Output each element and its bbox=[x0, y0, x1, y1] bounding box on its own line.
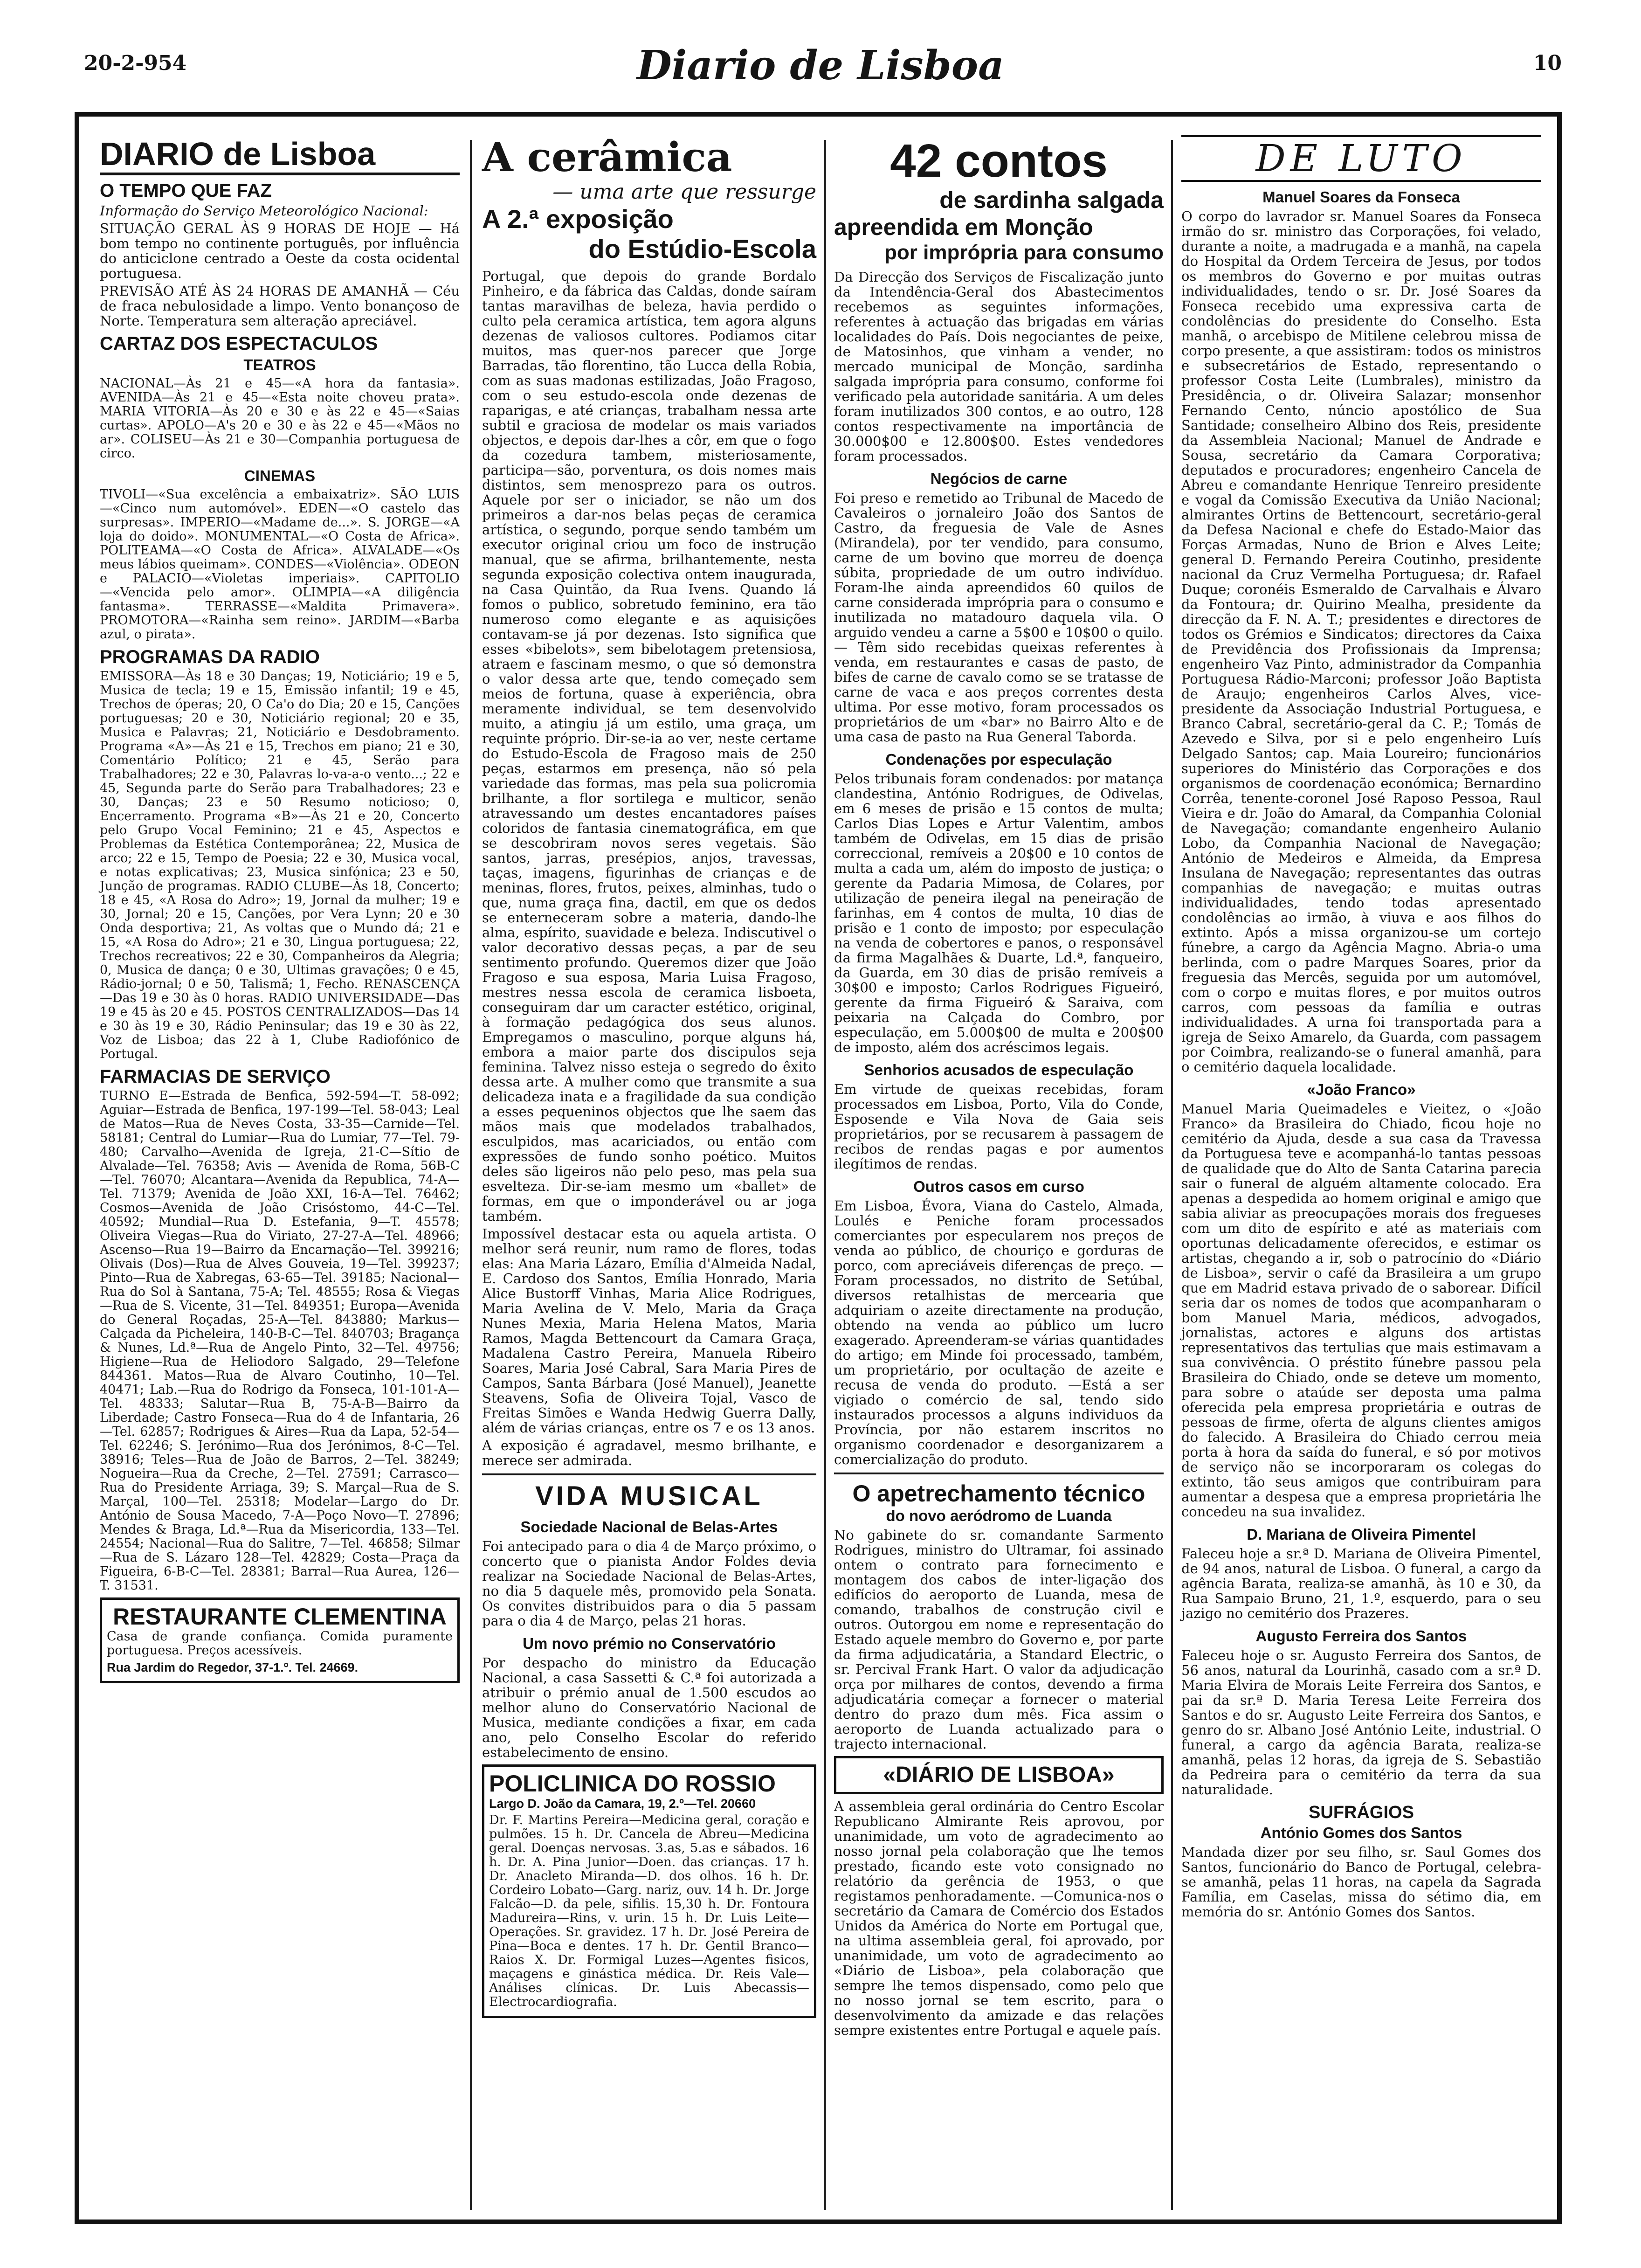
music-body: Foi antecipado para o dia 4 de Março próximo, o concerto que o pianista Andor Foldes devia realizar na Sociedade Nacional de Belas-Artes, no dia 5 daquele mês, promovido pela Sonata. Os convites distribuidos para o dia 5 passam para o dia 4 de Março, pelas 21 horas. bbox=[482, 1538, 816, 1629]
music-subtitle: Sociedade Nacional de Belas-Artes bbox=[520, 1518, 778, 1535]
article-body: Da Direcção dos Serviços de Fiscalização junto da Intendência-Geral dos Abastecimentos recebemos as seguintes informações, referentes à actuação das brigadas em várias localidades do País. Dois negociantes de peixe, de Matosinhos, que vinham a vender, no mercado municipal de Monção, sardinha salgada imprópria para consumo, conforme foi verificado pela autoridade sanitária. A um deles foram inutilizados 300 contos, e ao outro, 128 contos respectivamente na importância de 30.000$00 e 12.800$00. Estes vendedores foram processados. bbox=[834, 269, 1164, 464]
luanda-body: No gabinete do sr. comandante Sarmento Rodrigues, ministro do Ultramar, foi assinado ontem o contrato para fornecimento e montagem dos cabos de inter-ligação dos edifícios do aeroporto de Luanda, mesa de comando, trabalhos de construção civil e outros. Outorgou em nome e representação do Estado aquele membro do Governo e, por parte da firma adjudicatária, a Standard Electric, o sr. Percival Frank Hart. O valor da adjudicação orça por milhares de contos, devendo a firma adjudicatária começar a fornecer o material dentro do prazo dum mês. Fica assim o aeroporto de Luanda actualizado para o trajecto internacional. bbox=[834, 1527, 1164, 1752]
music-title: VIDA MUSICAL bbox=[535, 1481, 763, 1511]
clinic-address: Largo D. João da Camara, 19, 2.º—Tel. 20660 bbox=[489, 1797, 756, 1811]
luanda-title: O apetrechamento técnico bbox=[852, 1480, 1145, 1507]
obituary-body: Faleceu hoje a sr.ª D. Mariana de Oliveira Pimentel, de 94 anos, natural de Lisboa. O funeral, a cargo da agência Barata, realiza-se amanhã, às 10 e 30, da Rua Sampaio Bruno, 21, 1.º, esquerdo, para o seu jazigo no cemitério dos Prazeres. bbox=[1181, 1546, 1541, 1621]
restaurant-address: Rua Jardim do Regedor, 37-1.º. Tel. 24669. bbox=[107, 1660, 359, 1674]
convictions-body: Pelos tribunais foram condenados: por matança clandestina, António Rodrigues, de Odivelas, em 6 meses de prisão e 15 contos de multa; Carlos Dias Lopes e Artur Valentim, ambos também de Odivelas, em 15 dias de prisão correccional, remíveis a 20$00 e 10 contos de multa a cada um, além do imposto de justiça; o gerente da Padaria Mimosa, de Colares, por utilização de peneira ilegal na peneiração de farinhas, em 4 contos de multa, 10 dias de prisão e 1 conto de imposto; por especulação na venda de cobertores e panos, o responsável da firma Magalhães & Duarte, Ld.ª, fanqueiro, da Guarda, em 30 dias de prisão remíveis a 30$00 e imposto; Carlos Rodrigues Figueiró, gerente da firma Figueiró & Saraiva, com peixaria na Calçada do Combro, por especulação, em 5.000$00 de multa e 200$00 de imposto, além dos acréscimos legais. bbox=[834, 771, 1164, 1055]
restaurant-text: Casa de grande confiança. Comida puramente portuguesa. Preços acessíveis. bbox=[107, 1629, 453, 1658]
obituary-name: António Gomes dos Santos bbox=[1260, 1824, 1462, 1841]
weather-source: Informação do Serviço Meteorológico Nacional: bbox=[100, 203, 428, 219]
prize-title: Um novo prémio no Conservatório bbox=[523, 1635, 776, 1652]
dl-body: A assembleia geral ordinária do Centro Escolar Republicano Almirante Reis aprovou, por unanimidade, um voto de agradecimento ao nosso jornal pela colaboração que lhe temos prestado, ficando este voto consignado no relatório da gerência de 1953, o que registamos penhoradamente. —Comunica-nos o secretário da Camara de Comércio dos Estados Unidos da América do Norte em Portugal que, na ultima assembleia geral, foi aprovado, por unanimidade, um voto de agradecimento ao «Diário de Lisboa», pela colaboração que sempre lhe temos dispensado, como pelo que no nosso jornal se tem escrito, para o desenvolvimento da amizade e das relações sempre existentes entre Portugal e aquele país. bbox=[834, 1798, 1164, 2038]
article-subtitle-3: por imprópria para consumo bbox=[884, 241, 1164, 264]
column-obituaries bbox=[1175, 135, 1548, 2215]
masthead: Diario de Lisboa bbox=[637, 42, 1004, 89]
landlords-body: Em virtude de queixas recebidas, foram processados em Lisboa, Porto, Vila do Conde, Esposende e Vila Nova de Gaia seis proprietários, por se recusarem à passagem de recibos de rendas pagas e por aumentos ilegítimos de rendas. bbox=[834, 1081, 1164, 1172]
obituary-body: Mandada dizer por seu filho, sr. Saul Gomes dos Santos, funcionário do Banco de Portugal, celebra-se amanhã, pelas 11 horas, na capela da Sagrada Família, em Caselas, missa do sétimo dia, em memória do sr. António Gomes dos Santos. bbox=[1181, 1844, 1541, 1920]
obituary-name: Manuel Soares da Fonseca bbox=[1262, 188, 1460, 206]
other-cases-body: Em Lisboa, Évora, Viana do Castelo, Almada, Loulés e Peniche foram processados comerciantes por especularem nos preços de venda ao público, de chouriço e gorduras de porco, com apreciáveis diferenças de preço. —Foram processados, no distrito de Setúbal, diversos retalhistas de mercearia que adquiriam o azeite directamente na produção, obtendo na venda ao público um lucro exagerado. Apreenderam-se várias quantidades do artigo; em Minde foi processado, também, um proprietário, por ocultação de azeite e recusa de venda do produto. —Está a ser vigiado o comércio de sal, tendo sido instaurados processos a alguns individuos da Província, por não estarem inscritos no organismo coordenador e desorganizarem a comercialização do produto. bbox=[834, 1198, 1164, 1467]
suffrage-title: SUFRÁGIOS bbox=[1309, 1803, 1414, 1822]
column-listings bbox=[93, 135, 466, 2215]
landlords-title: Senhorios acusados de especulação bbox=[864, 1061, 1134, 1079]
divider bbox=[482, 1473, 816, 1475]
radio-programs: EMISSORA—Às 18 e 30 Danças; 19, Noticiário; 19 e 5, Musica de tecla; 19 e 15, Emissão infantil; 19 e 45, Trechos de óperas; 20, O Ca'o do Dia; 20 e 15, Canções portuguesas; 20 e 30, Noticiário regional; 20 e 35, Musica e Palavras; 21, Noticiário e Desdobramento. Programa «A»—Às 21 e 15, Trechos em piano; 21 e 30, Comentário Político; 21 e 45, Serão para Trabalhadores; 22 e 30, Palavras lo-va-a-o vento...; 22 e 45, Segunda parte do Serão para Trabalhadores; 23 e 30, Danças; 23 e 50 Resumo noticioso; 0, Encerramento. Programa «B»—Às 21 e 20, Concerto pelo Grupo Vocal Feminino; 21 e 45, Aspectos e Problemas da Estética Contemporânea; 22, Musica de arco; 22 e 15, Tempo de Poesia; 22 e 30, Musica vocal, e notas explicativas; 23, Musica sinfónica; 23 e 50, Junção de programas. RADIO CLUBE—Às 18, Concerto; 18 e 45, «A Rosa do Adro»; 19, Jornal da mulher; 19 e 30, Jornal; 20 e 15, Canções, por Vera Lynn; 20 e 30 Onda desportiva; 21, As voltas que o Mundo dá; 21 e 15, «A Rosa do Adro»; 21 e 30, Lingua portuguesa; 22, Trechos recreativos; 22 e 30, Companheiros da Alegria; 0, Musica de dança; 0 e 30, Ultimas gravações; 0 e 45, Rádio-jornal; 0 e 50, Talismã; 1, Fecho. RENASCENÇA—Das 19 e 30 às 0 horas. RADIO UNIVERSIDADE—Das 19 e 45 às 20 e 45. POSTOS CENTRALIZADOS—Das 14 e 30 às 19 e 30, Rádio Peninsular; das 19 e 30 às 22, Voz de Lisboa; das 22 à 1, Clube Radiofónico de Portugal. bbox=[100, 669, 460, 1061]
obituaries-title: DE LUTO bbox=[1181, 135, 1541, 182]
weather-title: O TEMPO QUE FAZ bbox=[100, 180, 272, 201]
clinic-list: Dr. F. Martins Pereira—Medicina geral, coração e pulmões. 15 h. Dr. Cancela de Abreu—Medicina geral. Doenças nervosas. 3.as, 5.as e sábados. 16 h. Dr. A. Pina Junior—Doen. das crianças. 17 h. Dr. Anacleto Miranda—D. dos olhos. 16 h. Dr. Cordeiro Lobato—Garg. nariz, ouv. 14 h. Dr. Jorge Falcão—D. da pele, sifilis. 15,30 h. Dr. Fontoura Madureira—Rins, v. urin. 15 h. Dr. Luis Leite—Operações. Sr. gravidez. 17 h. Dr. José Pereira de Pina—Boca e dentes. 17 h. Dr. Gentil Branco—Raios X. Dr. Formigal Luzes—Agentes fisicos, maçagens e ginástica médica. Dr. Reis Vale—Análises clínicas. Dr. Luis Abecassis—Electrocardiografia. bbox=[489, 1813, 809, 2009]
obituary-name: D. Mariana de Oliveira Pimentel bbox=[1247, 1526, 1476, 1543]
article-headline-2: do Estúdio-Escola bbox=[588, 234, 816, 263]
shows-title: CARTAZ DOS ESPECTACULOS bbox=[100, 333, 378, 354]
meat-title: Negócios de carne bbox=[930, 470, 1068, 487]
article-title: A cerâmica bbox=[482, 135, 732, 181]
luanda-subtitle: do novo aeródromo de Luanda bbox=[886, 1507, 1112, 1524]
other-cases-title: Outros casos em curso bbox=[913, 1178, 1084, 1195]
divider bbox=[834, 1473, 1164, 1474]
theatres-list: NACIONAL—Às 21 e 45—«A hora da fantasia». AVENIDA—Às 21 e 45—«Esta noite choveu prata». MARIA VITORIA—Às 20 e 30 e às 22 e 45—«Saias curtas». APOLO—A's 20 e 30 e às 22 e 45—«Mãos no ar». COLISEU—Às 21 e 30—Companhia portuguesa de circo. bbox=[100, 376, 460, 461]
obituary-body: Faleceu hoje o sr. Augusto Ferreira dos Santos, de 56 anos, natural da Lourinhã, casado com a sr.ª D. Maria Elvira de Morais Leite Ferreira dos Santos, e pai da sr.ª D. Maria Teresa Leite Ferreira dos Santos e do sr. Augusto Leite Ferreira dos Santos, e genro do sr. Albano José António Leite, industrial. O funeral, a cargo da agência Barata, realiza-se amanhã, pelas 12 horas, da igreja de S. Sebastião da Pedreira para o cemitério da terra da sua naturalidade. bbox=[1181, 1647, 1541, 1798]
weather-forecast: PREVISÃO ATÉ ÀS 24 HORAS DE AMANHÃ — Céu de fraca nebulosidade a limpo. Vento bonançoso de Norte. Temperatura sem alteração apreciável. bbox=[100, 283, 460, 329]
cinemas-title: CINEMAS bbox=[244, 467, 316, 484]
page-header bbox=[75, 42, 1566, 98]
restaurant-title: RESTAURANTE CLEMENTINA bbox=[113, 1604, 447, 1630]
meat-body: Foi preso e remetido ao Tribunal de Macedo de Cavaleiros o jornaleiro João dos Santos de Castro, da freguesia de Vale de Asnes (Mirandela), por ter vendido, para consumo, carne de um bovino que morreu de doença súbita, propriedade de um outro indivíduo. Foram-lhe ainda apreendidos 60 quilos de carne considerada imprópria para o consumo e inutilizada no matadouro daquela vila. O arguido vendeu a carne a 5$00 e 10$00 o quilo. — Têm sido recebidas queixas referentes à venda, em restaurantes e casas de pasto, de bifes de carne de cavalo como se se tratasse de carne de vaca e aos preços correntes desta ultima. Por esse motivo, foram processados os proprietários de um «bar» no Bairro Alto e de uma casa de pasto na Rua General Taborda. bbox=[834, 490, 1164, 745]
pharmacy-title: FARMACIAS DE SERVIÇO bbox=[100, 1066, 331, 1087]
column-rule bbox=[824, 140, 826, 2210]
weather-text: SITUAÇÃO GERAL ÀS 9 HORAS DE HOJE — Há bom tempo no continente português, por influência do anticiclone centrado a Oeste da costa ocidental portuguesa. bbox=[100, 221, 460, 281]
obituary-body: O corpo do lavrador sr. Manuel Soares da Fonseca irmão do sr. ministro das Corporações, foi velado, durante a noite, a madrugada e a manhã, na capela do Hospital da Ordem Terceira de Jesus, por todos os membros do Governo e por muitas outras individualidades, tendo o sr. Dr. José Soares da Fonseca recebido uma expressiva carta de condolências do presidente do Conselho. Esta manhã, o arcebispo de Mitilene celebrou missa de corpo presente, a que assistiram: todos os ministros e subsecretários de Estado, representando o professor Costa Leite (Lumbrales), ministro da Presidência, o dr. Oliveira Salazar; monsenhor Fernando Cento, núncio apostólico de Sua Santidade; conselheiro Albino dos Reis, presidente da Assembleia Nacional; Manuel de Andrade e Sousa, secretário da Camara Corporativa; deputados e procuradores; engenheiro Cancela de Abreu e comandante Henrique Tenreiro presidente e vogal da Comissão Executiva da União Nacional; almirantes Ortins de Bettencourt, secretário-geral da Defesa Nacional e chefe do Estado-Maior das Forças Armadas, Nuno de Brion e Alves Leite; general D. Fernando Pereira Coutinho, presidente nacional da Cruz Vermelha Portuguesa; dr. Rafael Duque; coronéis Esmeraldo de Carvalhais e Álvaro da Fontoura; dr. Quirino Mealha, presidente da direcção da F. N. A. T.; presidentes e directores de todos os Grémios e Sindicatos; directores da Caixa de Previdência dos Profissionais da Imprensa; engenheiro Vaz Pinto, administrador da Companhia Portuguesa Rádio-Marconi; professor João Baptista de Araujo; engenheiros Carlos Alves, vice-presidente da Associação Industrial Portuguesa, e Branco Cabral, secretário-geral da C. P.; Tomás de Azevedo e Silva, por si e pelo engenheiro Luís Delgado Santos; cap. Maia Loureiro; funcionários superiores do Ministério das Corporações e dos organismos de coordenação económica; Bernardino Corrêa, tenente-coronel José Raposo Pessoa, Raul Vieira e dr. João do Amaral, da Companhia Colonial de Navegação; comandante engenheiro Aulanio Lobo, da Companhia Nacional de Navegação; António de Medeiros e Almeida, da Empresa Insulana de Navegação; representantes das outras companhias de navegação; e muitas outras individualidades, tendo todas apresentado condolências ao irmão, à viuva e aos filhos do extinto. Após a missa organizou-se um cortejo fúnebre, a cargo da Agência Magno. Abria-o uma berlinda, com o padre Marques Soares, prior da freguesia das Mercês, seguida por um automóvel, com o corpo e muitas flores, e por muitos outros carros, com pessoas da família e outras individualidades. A urna foi transportada para a igreja de Seixo Amarelo, da Guarda, com passagem por Coimbra, realizando-se o funeral amanhã, para o cemitério daquela localidade. bbox=[1181, 208, 1541, 1075]
dl-title: «DIÁRIO DE LISBOA» bbox=[834, 1756, 1164, 1794]
convictions-title: Condenações por especulação bbox=[885, 751, 1112, 768]
page-number: 10 bbox=[1533, 51, 1562, 75]
pharmacy-list: TURNO E—Estrada de Benfica, 592-594—T. 58-092; Aguiar—Estrada de Benfica, 197-199—Tel. 58-043; Leal de Matos—Rua de Neves Costa, 33-35—Carnide—Tel. 58181; Central do Lumiar—Rua do Lumiar, 77—Tel. 79-480; Carvalho—Avenida de Igreja, 21-C—Sítio de Alvalade—Tel. 76358; Avis — Avenida de Roma, 56B-C—Tel. 76070; Alcantara—Avenida da Republica, 74-A—Tel. 71379; Avenida de João XXI, 16-A—Tel. 76462; Cosmos—Avenida de João Crisóstomo, 44-C—Tel. 40592; Mundial—Rua D. Estefania, 9—T. 45578; Oliveira Viegas—Rua do Viriato, 27-27-A—Tel. 48966; Ascenso—Rua 19—Bairro da Encarnação—Tel. 399216; Olivais (Dos)—Rua de Alves Gouveia, 19—Tel. 399237; Pinto—Rua de Xabregas, 63-65—Tel. 39185; Nacional—Rua do Sol à Santana, 75-A; Tel. 48555; Rosa & Viegas—Rua de S. Vicente, 31—Tel. 849351; Europa—Avenida do General Roçadas, 25-A—Tel. 843880; Markus—Calçada da Picheleira, 140-B-C—Tel. 840703; Bragança & Nunes, Ld.ª—Rua de Angelo Pinto, 32—Tel. 49756; Higiene—Rua de Heliodoro Salgado, 29—Telefone 844361. Matos—Rua de Alvaro Coutinho, 10—Tel. 40471; Lab.—Rua do Rodrigo da Fonseca, 101-101-A—Tel. 48333; Salutar—Rua B, 75-A-B—Bairro da Liberdade; Castro Fonseca—Rua do 4 de Infantaria, 26—Tel. 62857; Rodrigues & Aires—Rua da Lapa, 52-54—Tel. 62246; S. Jerónimo—Rua dos Jerónimos, 8-C—Tel. 38916; Teles—Rua de João de Barros, 2—Tel. 38249; Nogueira—Rua da Creche, 2—Tel. 27591; Carrasco—Rua do Presidente Arriaga, 39; S. Marçal—Rua de S. Marçal, 100—Tel. 25318; Modelar—Largo do Dr. António de Sousa Macedo, 7-A—Poço Novo—T. 27896; Mendes & Braga, Ld.ª—Rua da Misericordia, 133—Tel. 24554; Nacional—Rua do Salitre, 7—Tel. 46858; Silmar—Rua de S. Lázaro 128—Tel. 42829; Costa—Praça da Figueira, 6-B-C—Tel. 28381; Barral—Rua Aurea, 126—T. 31531. bbox=[100, 1089, 460, 1593]
obituary-name: Augusto Ferreira dos Santos bbox=[1255, 1627, 1467, 1645]
column-news bbox=[827, 135, 1170, 2215]
article-headline: A 2.ª exposição bbox=[482, 204, 674, 234]
column-rule bbox=[470, 140, 472, 2210]
article-body: Impossível destacar esta ou aquela artista. O melhor será reunir, num ramo de flores, todas elas: Ana Maria Lázaro, Emília d'Almeida Nadal, E. Cardoso dos Santos, Emília Honrado, Maria Alice Bustorff Vinhas, Maria Alice Rodrigues, Maria Avelina de V. Melo, Maria da Graça Nunes Mexia, Maria Helena Matos, Maria Ramos, Magda Bettencourt da Camara Graça, Madalena Castro Pereira, Manuela Ribeiro Soares, Maria José Cabral, Sara Maria Pires de Campos, Santa Bárbara (José Manuel), Jeanette Steavens, Sofia de Oliveira Tojal, Vasco de Freitas Simões e Wanda Hedwig Guerra Dally, além de várias crianças, entre os 7 e os 13 anos. bbox=[482, 1226, 816, 1436]
prize-body: Por despacho do ministro da Educação Nacional, a casa Sassetti & C.ª foi autorizada a atribuir o prémio anual de 1.500 escudos ao melhor aluno do Conservatório Nacional de Musica, mediante condições a fixar, em cada ano, pelo Conselho Escolar do referido estabelecimento de ensino. bbox=[482, 1655, 816, 1760]
article-body: A exposição é agradavel, mesmo brilhante, e merece ser admirada. bbox=[482, 1438, 816, 1468]
column-ceramics bbox=[476, 135, 823, 2215]
column-rule bbox=[1171, 140, 1173, 2210]
article-subtitle: — uma arte que ressurge bbox=[552, 180, 816, 204]
section-logo: DIARIO de Lisboa bbox=[100, 135, 460, 175]
issue-date: 20-2-954 bbox=[84, 51, 187, 75]
article-title: 42 contos bbox=[890, 135, 1108, 187]
article-body: Portugal, que depois do grande Bordalo Pinheiro, e da fábrica das Caldas, donde saíram tantas maravilhas de beleza, havia perdido o culto pela ceramica artística, tem agora alguns dezenas de valiosos cultores. Podiamos citar muitos, mas quer-nos parecer que Jorge Barradas, tão florentino, tão Lucca della Robia, com as suas madonas estilizadas, João Fragoso, com o seu estudo-escola onde dezenas de raparigas, e até crianças, trabalham nessa arte subtil e graciosa de modelar os mais variados objectos, e depois dar-lhes a côr, em que o fogo da cozedura tambem, misteriosamente, participa—são, porventura, os dois nomes mais distintos, sem menosprezo para os outros. Aquele por ser o iniciador, se não um dos primeiros a dar-nos belas peças de ceramica artística, o segundo, porque sendo também um executor original criou um foco de instrução manual, que se afirma, brilhantemente, nesta segunda exposição colectiva ontem inaugurada, na Casa Quintão, da Rua Ivens. Quando lá fomos o publico, sobretudo feminino, era tão numeroso como elegante e as aquisições contavam-se já por dezenas. Isto significa que esses «bibelots», sem bibelotagem pretensiosa, atraem e fascinam mesmo, o que só demonstra o valor dessa arte que, tendo começado sem meios de fortuna, quase à experiência, obra meramente individual, se tem desenvolvido muito, a atingiu já um estilo, uma graça, um requinte próprio. Dir-se-ia ao ver, neste certame do Estudo-Escola de Fragoso mais de 250 peças, estarmos em presença, não só pela variedade das formas, mas pela sua policromia brilhante, a flor sortilega e multicor, senão atravessando um destes encantadores países coloridos de fantasia cinematográfica, em que se descobriram novos seres vegetais. São santos, jarras, presépios, anjos, travessas, taças, imagens, figurinhas de crianças e de meninas, flores, frutos, peixes, alminhas, tudo o que, numa graça fina, dactil, em que os dedos se enterneceram sobre a materia, dando-lhe alma, espírito, suavidade e beleza. Indiscutivel o valor decorativo dessas peças, a par de seu sentimento profundo. Queremos dizer que João Fragoso e sua esposa, Maria Luisa Fragoso, mestres nessa escola de ceramica lisboeta, conseguiram dar um caracter estético, original, à formação pedagógica dos seus alunos. Empregamos o masculino, porque alguns há, embora a maior parte dos discipulos seja feminina. Talvez nisso esteja o segredo do êxito dessa arte. A mulher como que transmite a sua delicadeza inata e a fragilidade da sua condição a esses pequeninos objectos que lhe saem das mãos mais que modelados trabalhados, esculpidos, mas acariciados, ou então com expressões de fundo sonho poético. Muitos deles são ligeiros não pelo peso, mas pela sua esvelteza. Dir-se-iam mesmo um «ballet» de formas, em que o imponderável ou ar joga também. bbox=[482, 268, 816, 1224]
clinic-title: POLICLINICA DO ROSSIO bbox=[489, 1770, 776, 1797]
theatres-title: TEATROS bbox=[243, 356, 316, 373]
clinic-ad bbox=[482, 1764, 816, 2018]
radio-title: PROGRAMAS DA RADIO bbox=[100, 647, 320, 667]
obituary-name: «João Franco» bbox=[1307, 1081, 1416, 1098]
restaurant-ad bbox=[100, 1597, 460, 1683]
article-subtitle-2: apreendida em Monção bbox=[834, 214, 1093, 240]
article-subtitle: de sardinha salgada bbox=[939, 187, 1164, 213]
obituary-body: Manuel Maria Queimadeles e Vieitez, o «João Franco» da Brasileira do Chiado, ficou hoje no cemitério da Ajuda, desde a sua casa da Travessa da Portuguesa teve e acompanhá-lo tantas pessoas de qualidade que do Alto de Santa Catarina parecia sair o funeral de alguém altamente colocado. Era apenas a despedida ao homem original e amigo que sabia aliviar as preocupações morais dos fregueses com um dito de espírito e até as materiais com oportunas delicadamente oferecidos, e estimar os artistas, chegando a ir, sob o patrocínio do «Diário de Lisboa», servir o café da Brasileira a um grupo que em Madrid estava privado de o saborear. Difícil seria dar os nomes de todos que acompanharam o bom Manuel Maria, médicos, advogados, jornalistas, actores e alguns dos artistas representativos das tertulias que mais estimavam a sua convivência. O préstito fúnebre passou pela Brasileira do Chiado, onde se deteve um momento, para sobre o ataúde ser deposta uma palma oferecida pela empresa proprietária e outras de pessoas de firme, oferta de alguns clientes amigos do falecido. A Brasileira do Chiado cerrou meia porta à hora da saída do funeral, e só por motivos de serviço não se incorporaram os colegas do extinto, tão seus amigos que contribuiram para aumentar a despesa que a empresa proprietária lhe concedeu na sua invalidez. bbox=[1181, 1101, 1541, 1520]
cinemas-list: TIVOLI—«Sua excelência a embaixatriz». SÃO LUIS—«Cinco num automóvel». EDEN—«O castelo das surpresas». IMPERIO—«Madame de...». S. JORGE—«A loja do doido». MONUMENTAL—«O Costa de Africa». POLITEAMA—«O Costa de Africa». ALVALADE—«Os meus lábios queimam». CONDES—«Violência». ODEON e PALACIO—«Violetas imperiais». CAPITOLIO—«Vencida pelo amor». OLIMPIA—«A diligência fantasma». TERRASSE—«Maldita Primavera». PROMOTORA—«Rainha sem reino». JARDIM—«Barba azul, o pirata». bbox=[100, 487, 460, 642]
